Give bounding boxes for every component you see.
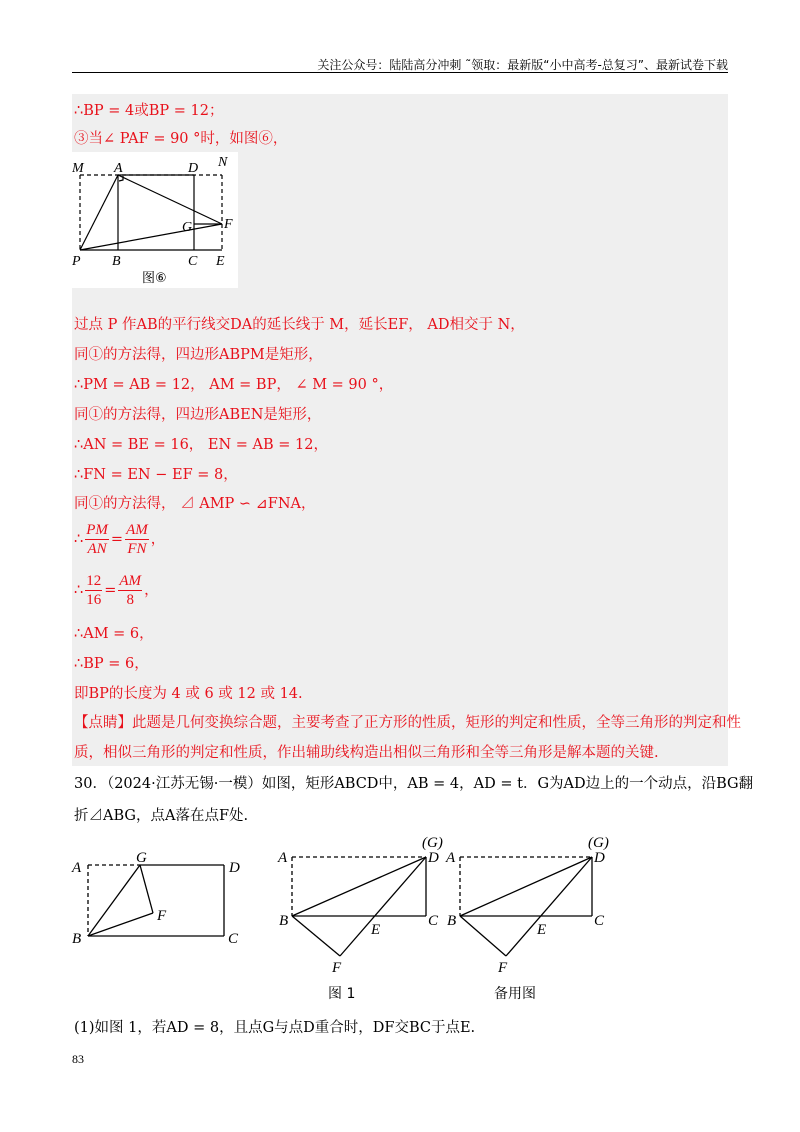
fig1-label-A: A xyxy=(278,850,288,866)
spare-label-A: A xyxy=(446,850,456,866)
spare-label-B: B xyxy=(447,913,457,929)
fraction-am-8 xyxy=(118,572,142,609)
figure-6-diagram xyxy=(72,152,238,288)
solution-line-14: 即BP的长度为 4 或 6 或 12 或 14. xyxy=(74,686,303,702)
therefore-symbol: ∴ xyxy=(74,582,84,599)
fig1-label-G: (G) xyxy=(422,835,443,851)
fraction-denominator: AN xyxy=(87,541,107,557)
spare-label-E: E xyxy=(537,922,547,938)
page-header: 关注公众号：陆陆高分冲刺 ˜领取：最新版“小中高考-总复习”、最新试卷下载 xyxy=(317,58,728,72)
fig1-label-C: C xyxy=(428,913,439,929)
question-30-figures xyxy=(66,830,626,1014)
left-fig-label-B: B xyxy=(72,931,82,947)
spare-caption: 备用图 xyxy=(494,986,536,1002)
left-fig-label-D: D xyxy=(229,860,240,876)
spare-label-G: (G) xyxy=(588,835,609,851)
solution-line-10 xyxy=(74,521,165,558)
fig6-label-M: M xyxy=(72,161,84,176)
solution-line-11 xyxy=(74,572,159,609)
solution-line-3: 过点 P 作AB的平行线交DA的延长线于 M，延长EF， AD相交于 N， xyxy=(74,317,525,333)
therefore-symbol: ∴ xyxy=(74,531,84,548)
fig1-label-F: F xyxy=(332,960,342,976)
fig6-label-D: D xyxy=(188,161,199,176)
solution-line-12: ∴AM = 6， xyxy=(74,626,154,642)
fig6-label-B: B xyxy=(112,254,121,269)
fraction-numerator: AM xyxy=(126,522,148,538)
fig6-label-P: P xyxy=(72,254,81,269)
equals-sign: = xyxy=(104,582,117,599)
fig1-label-E: E xyxy=(371,922,381,938)
solution-line-13: ∴BP = 6， xyxy=(74,656,149,672)
fig6-label-E: E xyxy=(216,254,225,269)
fraction-pm-an xyxy=(85,521,109,558)
spare-label-F: F xyxy=(498,960,508,976)
fig6-label-A: A xyxy=(114,161,123,176)
solution-line-2: ③当∠ PAF = 90 °时，如图⑥， xyxy=(74,131,288,147)
fig6-caption: 图⑥ xyxy=(142,271,167,286)
page-number: 83 xyxy=(72,1052,84,1066)
solution-line-4: 同①的方法得，四边形ABPM是矩形， xyxy=(74,347,323,363)
fig6-label-C: C xyxy=(188,254,198,269)
solution-line-7: ∴AN = BE = 16， EN = AB = 12， xyxy=(74,437,329,453)
solution-line-5: ∴PM = AB = 12， AM = BP， ∠ M = 90 °， xyxy=(74,377,394,393)
left-fig-label-F: F xyxy=(157,908,167,924)
equals-sign: = xyxy=(110,531,124,548)
comma: ， xyxy=(144,582,159,599)
fig6-label-G: G xyxy=(182,220,193,235)
solution-line-8: ∴FN = EN − EF = 8， xyxy=(74,467,238,483)
question-30-line-1: 30．（2024·江苏无锡·一模）如图，矩形ABCD中，AB = 4，AD = t．G为AD边上的一个动点，沿BG翻 xyxy=(74,776,754,792)
fig6-label-N: N xyxy=(218,155,228,170)
spare-label-D: D xyxy=(594,850,605,866)
spare-label-C: C xyxy=(594,913,605,929)
fraction-am-fn xyxy=(125,521,149,558)
fig1-caption: 图 1 xyxy=(328,986,356,1002)
question-30-line-2: 折⊿ABG，点A落在点F处. xyxy=(74,808,249,824)
question-30-part-1: (1)如图 1，若AD = 8，且点G与点D重合时，DF交BC于点E. xyxy=(74,1020,476,1036)
solution-line-15: 【点睛】此题是几何变换综合题，主要考查了正方形的性质，矩形的判定和性质，全等三角形的判定和性 xyxy=(74,715,741,731)
figure-6 xyxy=(72,152,238,288)
fraction-numerator: AM xyxy=(119,573,142,589)
fig1-label-D: D xyxy=(428,850,439,866)
fraction-denominator: 8 xyxy=(126,592,134,608)
fig6-label-F: F xyxy=(224,217,233,232)
fraction-numerator: PM xyxy=(86,522,108,538)
comma: ， xyxy=(150,531,166,548)
question-30-diagrams xyxy=(66,830,626,1010)
fraction-numerator: 12 xyxy=(86,573,102,589)
fraction-denominator: FN xyxy=(127,541,147,557)
left-fig-label-C: C xyxy=(228,931,239,947)
solution-line-1: ∴BP = 4或BP = 12； xyxy=(74,103,224,119)
fraction-12-16 xyxy=(85,572,102,609)
fig1-label-B: B xyxy=(279,913,289,929)
left-fig-label-G: G xyxy=(136,850,147,866)
solution-line-6: 同①的方法得，四边形ABEN是矩形， xyxy=(74,407,322,423)
solution-line-9: 同①的方法得， ⊿ AMP ∽ ⊿FNA， xyxy=(74,496,316,512)
header-rule xyxy=(72,72,728,73)
solution-line-16: 质，相似三角形的判定和性质，作出辅助线构造出相似三角形和全等三角形是解本题的关键. xyxy=(74,745,659,761)
fraction-denominator: 16 xyxy=(86,592,102,608)
left-fig-label-A: A xyxy=(72,860,82,876)
